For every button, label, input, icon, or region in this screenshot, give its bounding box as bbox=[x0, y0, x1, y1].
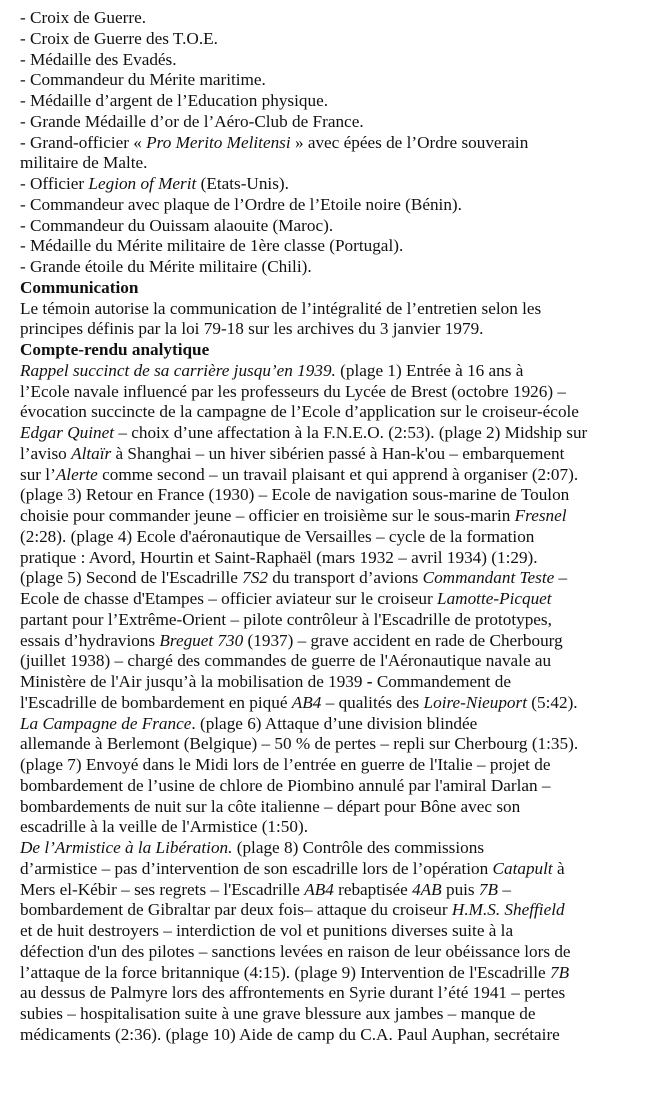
paragraph-line bbox=[20, 693, 635, 714]
italic-run: 7B bbox=[549, 962, 570, 982]
paragraph-line bbox=[20, 1004, 635, 1025]
decoration-item-malta-cont: militaire de Malte. bbox=[20, 153, 148, 173]
paragraph-line bbox=[20, 755, 635, 776]
text-run: Mers el-Kébir – ses regrets – l'Escadrille bbox=[20, 879, 305, 899]
italic-run: 7B bbox=[478, 879, 499, 899]
text-run: puis bbox=[441, 879, 479, 899]
paragraph-line bbox=[20, 423, 635, 444]
text-run: choisie pour commander jeune – officier en troisième sur le sous-marin bbox=[20, 506, 515, 525]
text-run: Ecole de chasse d'Etampes – officier aviateur sur le croiseur bbox=[20, 589, 438, 608]
decoration-item: - Commandeur avec plaque de l’Ordre de l’Etoile noire (Bénin). bbox=[20, 194, 462, 214]
italic-run: La Campagne de France bbox=[20, 713, 192, 733]
text-run: (1937) – grave accident en rade de Cherbourg bbox=[243, 630, 563, 650]
compte-rendu-section bbox=[20, 340, 635, 1046]
text-run: bombardement de l’usine de chlore de Piombino annulé par l'amiral Darlan – bbox=[20, 775, 551, 795]
paragraph-line bbox=[20, 963, 635, 984]
paragraph-line bbox=[20, 631, 635, 652]
text-run: au dessus de Palmyre lors des affrontements en Syrie durant l’été 1941 – pertes bbox=[20, 983, 566, 1003]
text-run: d’armistice – pas d’intervention de son escadrille lors de l’opération bbox=[20, 858, 493, 878]
paragraph-line bbox=[20, 983, 635, 1004]
paragraph-line bbox=[20, 610, 635, 631]
decoration-item: - Croix de Guerre des T.O.E. bbox=[20, 28, 218, 48]
paragraph-line bbox=[20, 402, 635, 423]
paragraph-line bbox=[20, 506, 635, 527]
text-run: . (plage 6) Attaque d’une division blindée bbox=[191, 713, 478, 733]
decoration-item: - Grande étoile du Mérite militaire (Chili). bbox=[20, 257, 312, 276]
communication-section bbox=[20, 278, 635, 340]
paragraph-line bbox=[20, 444, 635, 465]
compte-rendu-body bbox=[20, 361, 635, 1046]
paragraph-line bbox=[20, 776, 635, 797]
paragraph-line: Le témoin autorise la communication de l’intégralité de l’entretien selon les bbox=[20, 298, 542, 318]
paragraph-line bbox=[20, 859, 635, 880]
italic-run: Rappel succinct de sa carrière jusqu’en 1939. bbox=[20, 360, 336, 380]
paragraph-line bbox=[20, 382, 635, 403]
text-run: - Grand-officier « bbox=[20, 132, 147, 152]
text-run: l’attaque de la force britannique (4:15). (plage 9) Intervention de l'Escadrille bbox=[20, 962, 550, 982]
text-run: sur l’ bbox=[20, 464, 56, 484]
decoration-item: - Médaille des Evadés. bbox=[20, 49, 177, 69]
italic-run: Loire-Nieuport bbox=[423, 692, 527, 712]
paragraph-line bbox=[20, 880, 635, 901]
italic-run: AB4 bbox=[304, 879, 334, 899]
decoration-item: - Médaille du Mérite militaire de 1ère classe (Portugal). bbox=[20, 236, 404, 256]
text-run: escadrille à la veille de l'Armistice (1:50). bbox=[20, 817, 309, 837]
text-run: (plage 5) Second de l'Escadrille bbox=[20, 568, 243, 588]
text-run: à Shanghai – un hiver sibérien passé à Han-k'ou – embarquement bbox=[111, 443, 565, 463]
decoration-item: - Commandeur du Mérite maritime. bbox=[20, 70, 266, 90]
text-run: comme second – un travail plaisant et qui apprend à organiser (2:07). bbox=[97, 464, 579, 484]
text-run: – qualités des bbox=[321, 692, 424, 712]
text-run: partant pour l’Extrême-Orient – pilote contrôleur à l'Escadrille de prototypes, bbox=[20, 609, 552, 629]
text-run: (Etats-Unis). bbox=[196, 174, 289, 193]
paragraph-line bbox=[20, 589, 635, 610]
text-run: évocation succincte de la campagne de l’Ecole d’application sur le croiseur-école bbox=[20, 402, 579, 422]
text-run: bombardement de Gibraltar par deux fois– attaque du croiseur bbox=[20, 900, 452, 920]
section-heading: Communication bbox=[20, 277, 139, 297]
italic-run: AB4 bbox=[291, 692, 322, 712]
paragraph-line bbox=[20, 942, 635, 963]
document-page bbox=[20, 8, 635, 1046]
decoration-item: - Commandeur du Ouissam alaouite (Maroc). bbox=[20, 215, 334, 235]
paragraph-line bbox=[20, 797, 635, 818]
paragraph-line bbox=[20, 651, 635, 672]
text-run: à bbox=[552, 858, 565, 878]
paragraph-line: principes définis par la loi 79-18 sur les archives du 3 janvier 1979. bbox=[20, 319, 484, 339]
italic-run: Catapult bbox=[492, 858, 553, 878]
paragraph-line bbox=[20, 838, 635, 859]
text-run: défection d'un des pilotes – sanctions levées en raison de leur obéissance lors de bbox=[20, 941, 571, 961]
italic-run: Lamotte-Picquet bbox=[437, 589, 552, 608]
text-run: Ministère de l'Air jusqu’à la mobilisation de 1939 bbox=[20, 672, 367, 691]
text-run: (plage 8) Contrôle des commissions bbox=[232, 838, 485, 857]
decoration-item: - Grande Médaille d’or de l’Aéro-Club de France. bbox=[20, 111, 364, 131]
paragraph-line bbox=[20, 361, 635, 382]
text-run: l'Escadrille de bombardement en piqué bbox=[20, 692, 292, 712]
text-run: l’Ecole navale influencé par les professeurs du Lycée de Brest (octobre 1926) – bbox=[20, 381, 566, 401]
text-run: » avec épées de l’Ordre souverain bbox=[290, 132, 529, 152]
italic-run: Altaïr bbox=[71, 443, 112, 463]
paragraph-line bbox=[20, 465, 635, 486]
paragraph-line bbox=[20, 672, 635, 693]
text-run: (plage 3) Retour en France (1930) – Ecole de navigation sous-marine de Toulon bbox=[20, 485, 570, 505]
paragraph-line bbox=[20, 714, 635, 735]
text-run: (5:42). bbox=[527, 692, 578, 712]
paragraph-line bbox=[20, 900, 635, 921]
italic-run: H.M.S. Sheffield bbox=[451, 900, 565, 920]
italic-run: 7S2 bbox=[242, 568, 268, 588]
text-run: et de huit destroyers – interdiction de vol et punitions diverses suite à la bbox=[20, 921, 514, 940]
text-run: (plage 7) Envoyé dans le Midi lors de l’entrée en guerre de l'Italie – projet de bbox=[20, 755, 551, 774]
decoration-item: - Médaille d’argent de l’Education physique. bbox=[20, 91, 329, 110]
text-run: rebaptisée bbox=[333, 879, 413, 899]
text-run: subies – hospitalisation suite à une grave blessure aux jambes – manque de bbox=[20, 1004, 536, 1023]
text-run: Commandement de bbox=[372, 672, 511, 691]
text-run: (juillet 1938) – chargé des commandes de guerre de l'Aéronautique navale au bbox=[20, 651, 552, 671]
text-run: pratique : Avord, Hourtin et Saint-Raphaël (mars 1932 – avril 1934) (1:29). bbox=[20, 547, 538, 567]
decoration-item-legion bbox=[20, 174, 635, 195]
italic-run: Breguet 730 bbox=[159, 630, 244, 650]
text-run: bombardements de nuit sur la côte italienne – départ pour Bône avec son bbox=[20, 796, 521, 816]
text-run: - Officier bbox=[20, 174, 89, 193]
paragraph-line bbox=[20, 548, 635, 569]
italic-run: Alerte bbox=[55, 464, 98, 484]
paragraph-line bbox=[20, 734, 635, 755]
paragraph-line bbox=[20, 921, 635, 942]
text-run: médicaments (2:36). (plage 10) Aide de camp du C.A. Paul Auphan, secrétaire bbox=[20, 1024, 560, 1044]
bold-run: - bbox=[366, 672, 373, 691]
italic-run: Edgar Quinet bbox=[20, 423, 115, 442]
paragraph-line bbox=[20, 485, 635, 506]
italic-run: 4AB bbox=[412, 879, 442, 899]
decorations-list bbox=[20, 8, 635, 278]
decoration-item: - Croix de Guerre. bbox=[20, 8, 146, 27]
italic-run: Pro Merito Melitensi bbox=[146, 132, 291, 152]
paragraph-line bbox=[20, 817, 635, 838]
text-run: allemande à Berlemont (Belgique) – 50 % de pertes – repli sur Cherbourg (1:35). bbox=[20, 734, 579, 754]
decoration-item-malta bbox=[20, 133, 635, 154]
text-run: (plage 1) Entrée à 16 ans à bbox=[335, 360, 524, 380]
text-run: du transport d’avions bbox=[267, 568, 423, 588]
text-run: l’aviso bbox=[20, 443, 72, 463]
italic-run: De l’Armistice à la Libération. bbox=[20, 838, 233, 857]
paragraph-line bbox=[20, 527, 635, 548]
text-run: essais d’hydravions bbox=[20, 630, 160, 650]
italic-run: Fresnel bbox=[514, 506, 567, 525]
text-run: – choix d’une affectation à la F.N.E.O. (2:53). (plage 2) Midship sur bbox=[114, 423, 588, 442]
italic-run: Legion of Merit bbox=[88, 174, 197, 193]
paragraph-line bbox=[20, 1025, 635, 1046]
section-heading: Compte-rendu analytique bbox=[20, 340, 210, 359]
text-run: – bbox=[554, 568, 568, 588]
paragraph-line bbox=[20, 568, 635, 589]
italic-run: Commandant Teste bbox=[422, 568, 555, 588]
text-run: (2:28). (plage 4) Ecole d'aéronautique de Versailles – cycle de la formation bbox=[20, 526, 535, 546]
text-run: – bbox=[498, 879, 511, 899]
